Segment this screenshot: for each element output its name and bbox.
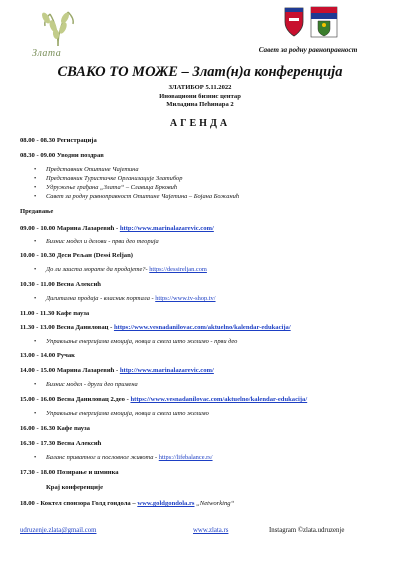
zlata-logo — [20, 6, 90, 60]
session-1-topic: • Бизнис модел и делови - први део теорија — [46, 238, 159, 245]
session-5-title: 14.00 - 15.00 Марина Лазаревић - — [20, 367, 120, 374]
coffee-break-1: 11.00 - 11.30 Кафе пауза — [20, 310, 90, 317]
session-6-title: 15.00 - 16.00 Весна Даниловац 2.део - — [20, 396, 131, 403]
session-1-title: 09.00 - 10.00 Марина Лазаревић - — [20, 225, 120, 232]
brand-wordmark: Злата — [32, 48, 62, 59]
session-4-title: 11.30 - 13.00 Весна Даниловац - — [20, 324, 114, 331]
sponsor-link[interactable]: www.goldgondola.rs — [137, 500, 195, 507]
session-3-link[interactable]: https://www.tv-shop.tv/ — [155, 295, 216, 302]
session-4-topic: • Управљање енергијама емоција, новца и свега што желимо - први део — [46, 338, 237, 345]
municipality-crests — [281, 4, 341, 44]
session-4-link[interactable]: https://www.vesnadanilovac.com/aktuelno/kalendar-edukacija/ — [113, 324, 291, 331]
page-title: СВАКО ТО МОЖЕ – Злат(н)а конференција — [57, 64, 343, 80]
session-8-title: 17.30 - 18.00 Позирање и шминка — [20, 469, 119, 476]
section-lectures: Предавање — [20, 208, 54, 215]
session-7-topic — [46, 454, 213, 461]
footer-website-link[interactable]: www.zlata.rs — [193, 527, 229, 534]
intro-speaker: • Удружење грађана „Злата“ – Славица Брковић — [46, 184, 177, 191]
session-7-title: 16.30 - 17.30 Весна Алексић — [20, 440, 102, 447]
intro-speaker: • Представник Општине Чајетина — [46, 166, 139, 173]
agenda-intro: 08.30 - 09.00 Уводни поздрав — [20, 152, 104, 159]
session-1 — [20, 225, 214, 232]
session-3-topic — [46, 295, 216, 302]
header-motto: Савет за родну равноправност — [258, 46, 358, 54]
session-5-topic: • Бизнис модел - други део примена — [46, 381, 138, 388]
cocktail — [20, 500, 234, 507]
session-3-topic-text: Дигитална продаја - власник портала - — [46, 295, 156, 302]
session-4 — [20, 324, 291, 331]
flag-crest-icon — [311, 7, 337, 37]
conference-end: Крај конференције — [46, 484, 103, 491]
session-2-link[interactable]: https://dessireljan.com — [149, 266, 207, 273]
coffee-break-2: 16.00 - 16.30 Кафе пауза — [20, 425, 90, 432]
session-5-link[interactable]: http://www.marinalazarevic.com/ — [119, 367, 214, 374]
session-6 — [20, 396, 307, 403]
session-2-topic-text: До ли заиста морате да продајете?- — [46, 266, 150, 273]
session-3-title: 10.30 - 11.00 Весна Алексић — [20, 281, 101, 288]
venue-address: Миладина Пећинара 2 — [166, 101, 234, 108]
venue-name: Иновациони бизнис центар — [159, 93, 241, 100]
cocktail-networking: „Networking“ — [194, 500, 235, 507]
intro-speaker: • Представник Туристичке Организације Златибор — [46, 175, 182, 182]
session-5 — [20, 367, 214, 374]
session-2-topic — [46, 266, 207, 273]
agenda-heading: АГЕНДА — [169, 118, 231, 129]
cocktail-title: 18.00 - Коктел спонзора Голд гондола – — [20, 500, 138, 507]
session-6-link[interactable]: https://www.vesnadanilovac.com/aktuelno/kalendar-edukacija/ — [130, 396, 308, 403]
session-1-link[interactable]: http://www.marinalazarevic.com/ — [119, 225, 214, 232]
intro-speaker: • Савет за родну равноправност Општине Чајетина – Бојана Божанић — [46, 193, 239, 200]
agenda-registration: 08.00 - 08.30 Регистрација — [20, 137, 97, 144]
session-2-title: 10.00 - 10.30 Деси Рељан (Dessi Reljan) — [20, 252, 133, 259]
crest-icon — [285, 8, 303, 36]
footer-instagram: Instagram ©zlata.udruzenje — [269, 527, 345, 534]
session-6-topic: • Управљање енергијама емоција, новца и свега што желимо — [46, 410, 209, 417]
session-7-link[interactable]: https://lifebalance.rs/ — [158, 454, 213, 461]
event-date: ЗЛАТИБОР 5.11.2022 — [168, 84, 232, 91]
lunch: 13.00 - 14.00 Ручак — [20, 352, 75, 359]
session-7-topic-text: Баланс приватног и пословног живота - — [46, 454, 159, 461]
footer-email-link[interactable]: udruzenje.zlata@gmail.com — [20, 527, 97, 534]
